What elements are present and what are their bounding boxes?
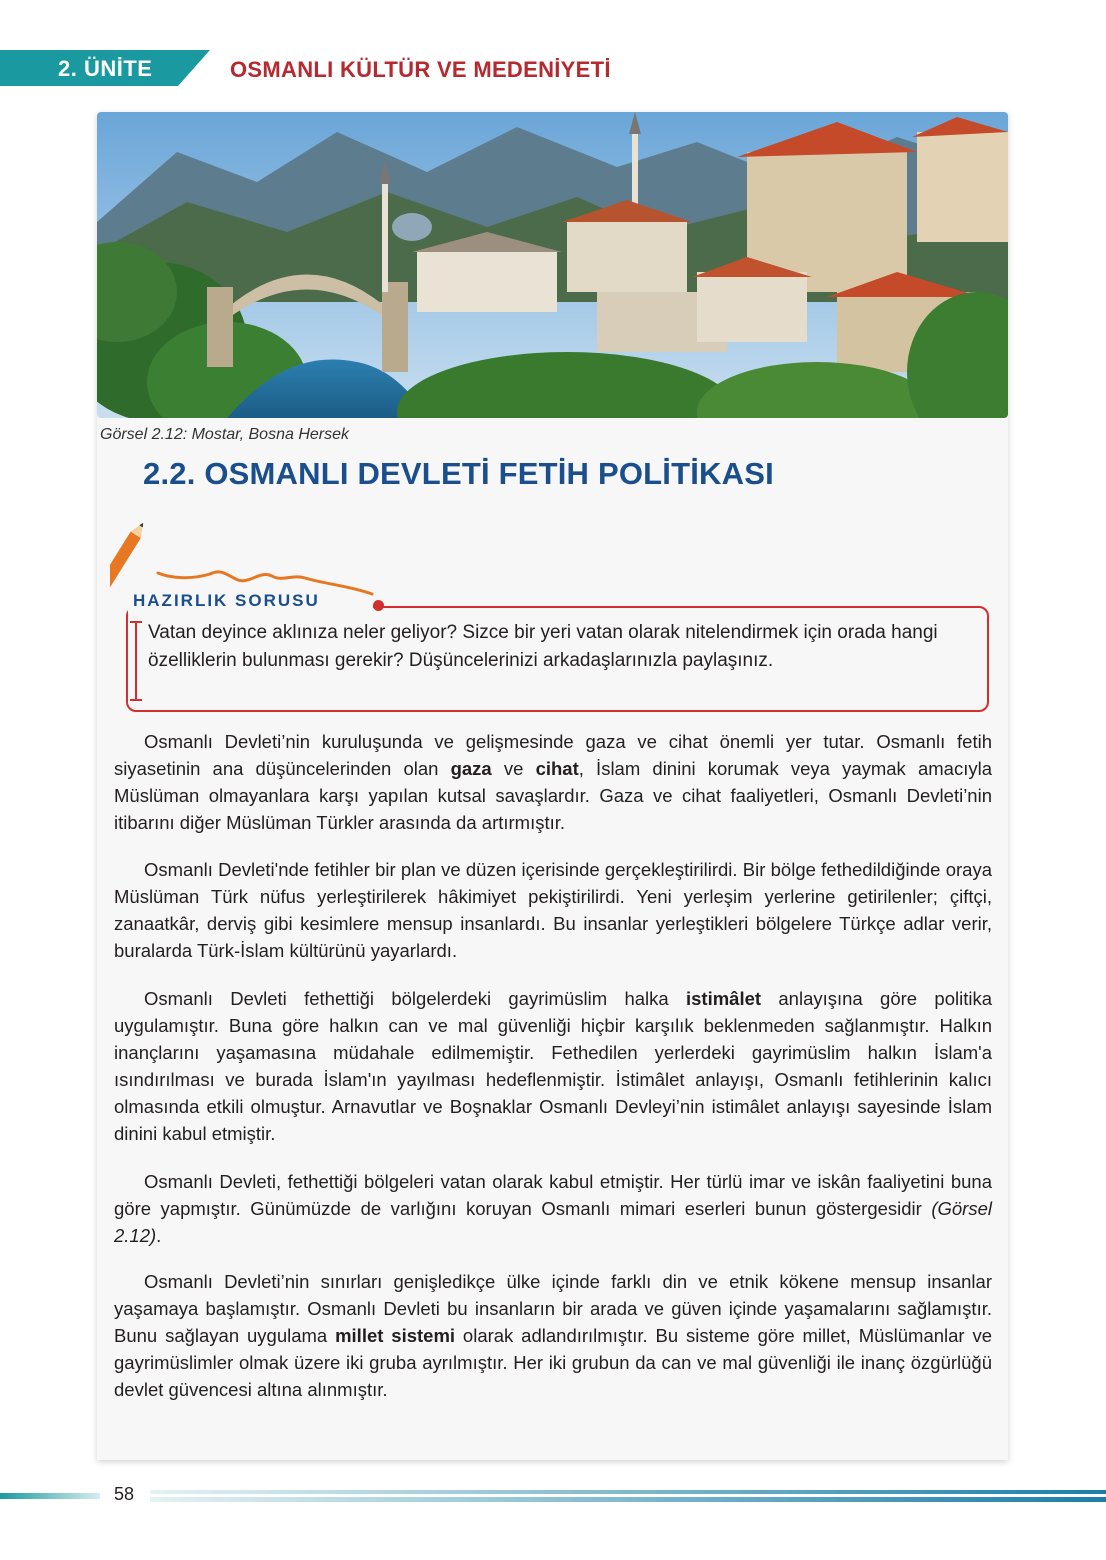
preparation-label: HAZIRLIK SORUSU [133,591,320,610]
figure-caption: Görsel 2.12: Mostar, Bosna Hersek [100,426,349,443]
footer-rule-right [150,1490,1106,1502]
page-number: 58 [114,1484,135,1504]
footer-rule-left [0,1493,100,1499]
paragraph-1: Osmanlı Devleti’nin kuruluşunda ve gelişmesinde gaza ve cihat önemli yer tutar. Osmanlı fetih siyasetinin ana düşüncelerinden olan gaza ve cihat, İslam dinini korumak veya yaymak amacıyla Müslüman olmayanlara karşı yapılan kutsal savaşlardır. Gaza ve cihat faaliyetleri, Osmanlı Devleti’nin itibarını diğer Müslüman Türkler arasında da artırmıştır. [114,731,992,833]
chapter-title: OSMANLI KÜLTÜR VE MEDENİYETİ [230,57,611,82]
preparation-text: Vatan deyince aklınıza neler geliyor? Sizce bir yeri vatan olarak nitelendirmek için orada hangi özelliklerin bulunması gerekir? Düşüncelerinizi arkadaşlarınızla paylaşınız. [148,622,938,671]
mostar-photo [97,112,1008,418]
paragraph-4: Osmanlı Devleti, fethettiği bölgeleri vatan olarak kabul etmiştir. Her türlü imar ve iskân faaliyetini buna göre yapmıştır. Günümüzde de varlığını koruyan Osmanlı mimari eserleri bunun göstergesidir (Görsel 2.12). [114,1171,992,1246]
preparation-dot [373,600,384,611]
paragraph-2: Osmanlı Devleti'nde fetihler bir plan ve düzen içerisinde gerçekleştirilirdi. Bir bölge fethedildiğinde oraya Müslüman Türk nüfus yerleştirilerek hâkimiyet pekiştirilirdi. Yeni yerleşim yerlerine getirilenler; çiftçi, zanaatkâr, derviş gibi kesimlere mensup insanlardı. Bu insanlar yerleştikleri bölgelere Türkçe adlar verir, buralarda Türk-İslam kültürünü yayarlardı. [114,859,992,961]
unit-label: 2. ÜNİTE [58,56,153,81]
paragraph-5: Osmanlı Devleti’nin sınırları genişledikçe ülke içinde farklı din ve etnik kökene mensup insanlar yaşamaya başlamıştır. Osmanlı Devleti bu insanların bir arada ve güven içinde yaşamalarını sağlamıştır. Bunu sağlayan uygulama millet sistemi olarak adlandırılmıştır. Bu sisteme göre millet, Müslümanlar ve gayrimüslimler olmak üzere iki gruba ayrılmıştır. Her iki grubun da can ve mal güvenliği ile inanç özgürlüğü devlet güvencesi altına alınmıştır. [114,1271,992,1400]
preparation-bar [135,622,137,700]
section-title: 2.2. OSMANLI DEVLETİ FETİH POLİTİKASI [143,456,774,491]
paragraph-3: Osmanlı Devleti fethettiği bölgelerdeki gayrimüslim halka istimâlet anlayışına göre politika uygulamıştır. Buna göre halkın can ve mal güvenliği hiçbir karşılık beklenmeden sağlanmıştır. Halkın inançlarını yaşamasına müdahale edilmemiştir. Fethedilen yerlerdeki gayrimüslim halkın İslam'a ısındırılması ve burada İslam'ın yayılması hedeflenmiştir. İstimâlet anlayışı, Osmanlı fetihlerinin kalıcı olmasında etkili olmuştur. Arnavutlar ve Boşnaklar Osmanlı Devleyi’nin istimâlet anlayışı sayesinde İslam dinini kabul etmiştir. [114,988,992,1144]
